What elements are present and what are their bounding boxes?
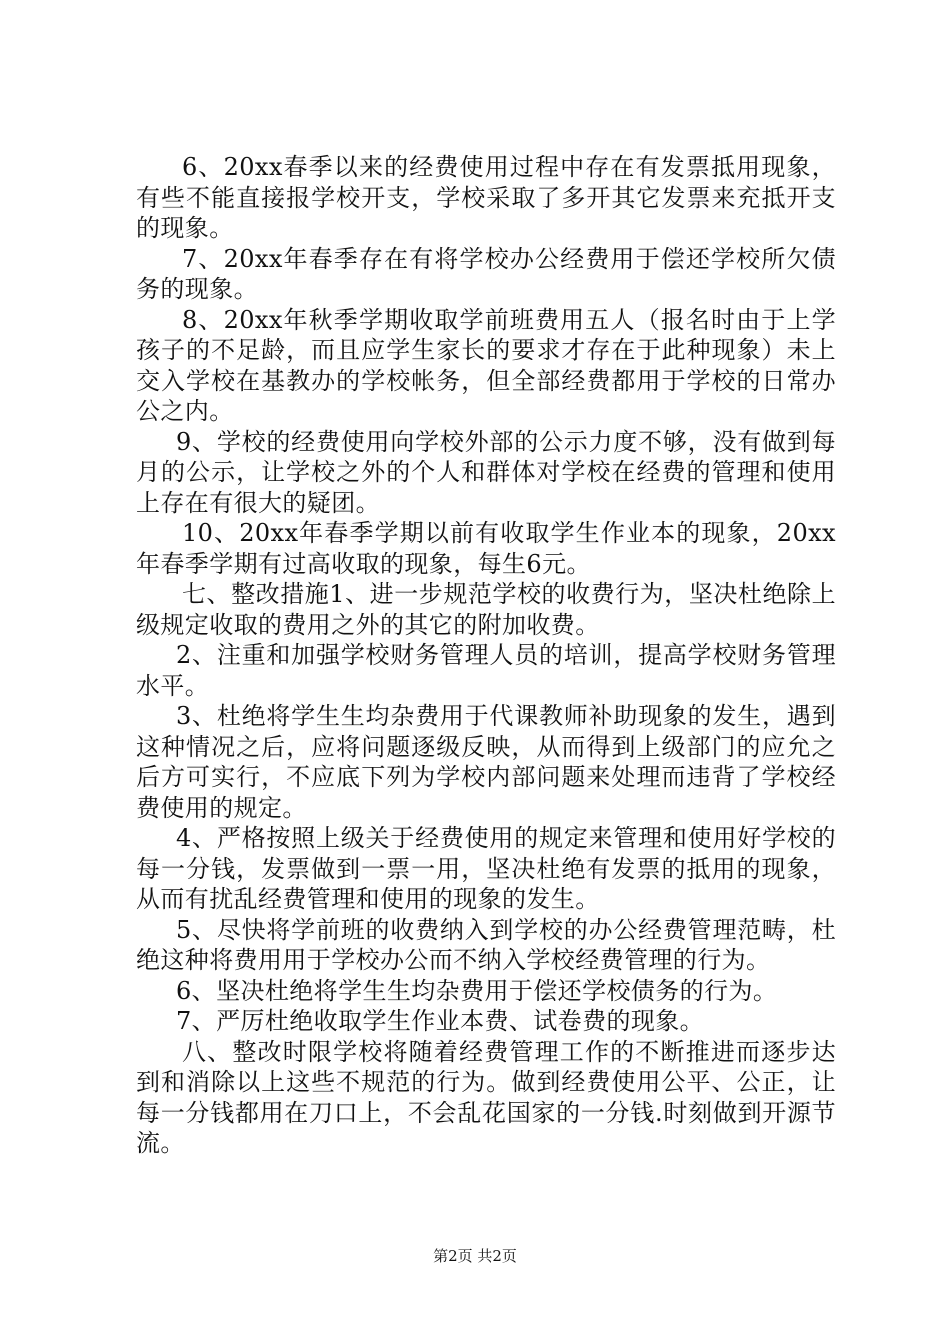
paragraph-measure-6: 6、坚决杜绝将学生生均杂费用于偿还学校债务的行为。 [176, 976, 778, 1005]
paragraph-measure-2: 2、注重和加强学校财务管理人员的培训，提高学校财务管理水平。 [136, 641, 836, 700]
document-body [136, 152, 836, 1159]
paragraph-8: 8、20xx年秋季学期收取学前班费用五人（报名时由于上学孩子的不足龄，而且应学生家长的要求才存在于此种现象）未上交入学校在基教办的学校帐务，但全部经费都用于学校的日常办公之内。 [136, 305, 836, 425]
paragraph-measure-3: 3、杜绝将学生生均杂费用于代课教师补助现象的发生，遇到这种情况之后，应将问题逐级反映，从而得到上级部门的应允之后方可实行，不应底下列为学校内部问题来处理而违背了学校经费使用的规定。 [136, 702, 836, 822]
paragraph-10: 10、20xx年春季学期以前有收取学生作业本的现象，20xx年春季学期有过高收取的现象，每生6元。 [136, 519, 836, 578]
paragraph-9: 9、学校的经费使用向学校外部的公示力度不够，没有做到每月的公示，让学校之外的个人和群体对学校在经费的管理和使用上存在有很大的疑团。 [136, 427, 836, 517]
paragraph-section-7: 七、整改措施1、进一步规范学校的收费行为，坚决杜绝除上级规定收取的费用之外的其它的附加收费。 [136, 580, 836, 639]
paragraph-measure-4: 4、严格按照上级关于经费使用的规定来管理和使用好学校的每一分钱，发票做到一票一用，坚决杜绝有发票的抵用的现象，从而有扰乱经费管理和使用的现象的发生。 [136, 824, 836, 913]
paragraph-measure-7: 7、严厉杜绝收取学生作业本费、试卷费的现象。 [176, 1007, 705, 1035]
paragraph-7: 7、20xx年春季存在有将学校办公经费用于偿还学校所欠债务的现象。 [136, 244, 836, 303]
paragraph-measure-5: 5、尽快将学前班的收费纳入到学校的办公经费管理范畴，杜绝这种将费用用于学校办公而不纳入学校经费管理的行为。 [136, 915, 836, 974]
page-number-footer: 第2页 共2页 [433, 1247, 517, 1265]
paragraph-section-8: 八、整改时限学校将随着经费管理工作的不断推进而逐步达到和消除以上这些不规范的行为。做到经费使用公平、公正，让每一分钱都用在刀口上，不会乱花国家的一分钱.时刻做到开源节流。 [136, 1037, 836, 1157]
paragraph-6: 6、20xx春季以来的经费使用过程中存在有发票抵用现象，有些不能直接报学校开支，学校采取了多开其它发票来充抵开支的现象。 [136, 153, 836, 242]
